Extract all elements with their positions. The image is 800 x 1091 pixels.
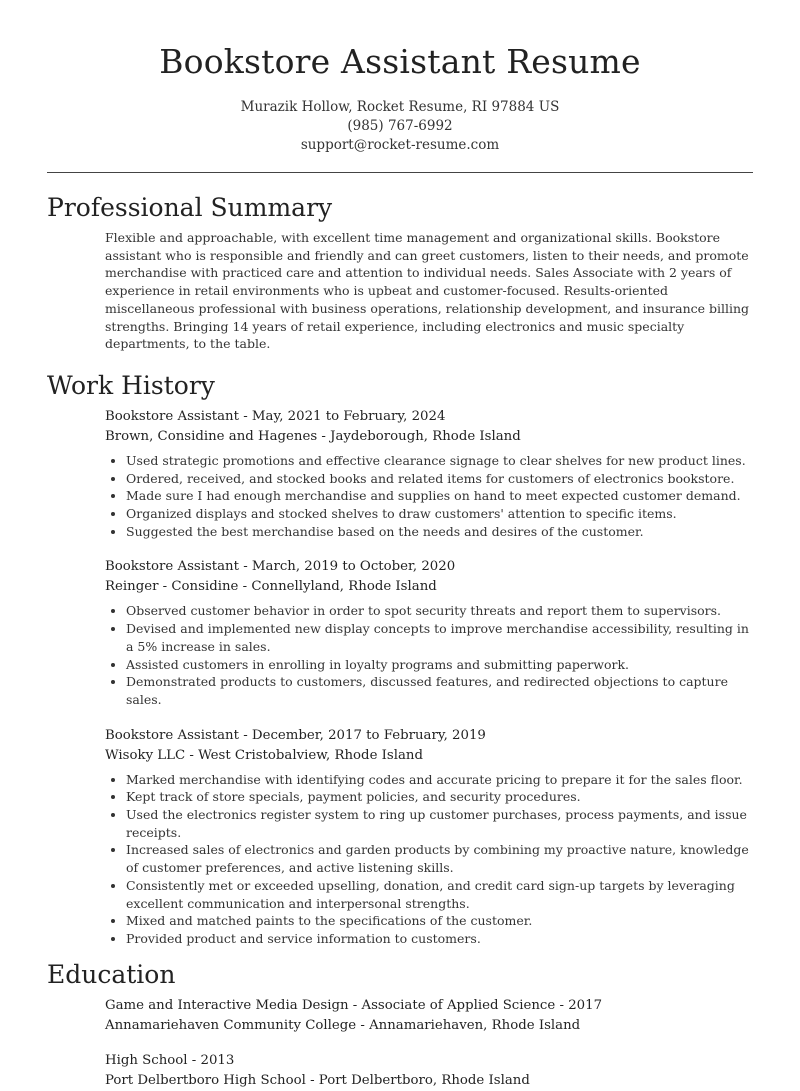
education-school: Port Delbertboro High School - Port Delbertboro, Rhode Island xyxy=(105,1072,530,1088)
contact-phone: (985) 767-6992 xyxy=(347,118,453,134)
education-degree: High School - 2013 xyxy=(105,1052,235,1068)
education-school: Annamariehaven Community College - Annamariehaven, Rhode Island xyxy=(105,1017,581,1033)
list-item: • Kept track of store specials, payment policies, and security procedures. xyxy=(126,788,753,806)
header-divider xyxy=(47,172,753,173)
list-item: • Demonstrated products to customers, discussed features, and redirected objections to capture sales. xyxy=(126,673,753,708)
job-entry xyxy=(105,407,753,541)
list-item: • Consistently met or exceeded upselling, donation, and credit card sign-up targets by leveraging excellent communication and interpersonal strengths. xyxy=(126,877,753,912)
education-entry xyxy=(105,996,753,1036)
list-item: • Assisted customers in enrolling in loyalty programs and submitting paperwork. xyxy=(126,656,753,674)
list-item: • Organized displays and stocked shelves to draw customers' attention to specific items. xyxy=(126,505,753,523)
job-role-dates: Bookstore Assistant - March, 2019 to October, 2020 xyxy=(105,559,456,575)
job-company-location: Wisoky LLC - West Cristobalview, Rhode Island xyxy=(105,747,423,763)
list-item: • Ordered, received, and stocked books and related items for customers of electronics bookstore. xyxy=(126,470,753,488)
list-item: • Made sure I had enough merchandise and supplies on hand to meet expected customer demand. xyxy=(126,487,753,505)
education-heading: Education xyxy=(47,959,176,989)
job-duties-list xyxy=(105,452,753,541)
job-entry xyxy=(105,557,753,708)
work-history-section xyxy=(0,369,800,948)
education-degree: Game and Interactive Media Design - Associate of Applied Science - 2017 xyxy=(105,997,603,1013)
work-history-heading: Work History xyxy=(47,370,215,400)
summary-text: Flexible and approachable, with excellent time management and organizational skills. Bookstore assistant who is responsible and friendly and can greet customers, listen to their needs, and promote merchandise with practiced care and attention to individual needs. Sales Associate with 2 years of experience in retail environments who is upbeat and customer-focused. Results-oriented miscellaneous professional with business operations, relationship development, and insurance billing strengths. Bringing 14 years of retail experience, including electronics and music specialty departments, to the table. xyxy=(105,230,750,352)
contact-email: support@rocket-resume.com xyxy=(300,137,500,153)
list-item: • Increased sales of electronics and garden products by combining my proactive nature, knowledge of customer preferences, and active listening skills. xyxy=(126,841,753,876)
summary-section xyxy=(0,191,800,353)
job-company-location: Reinger - Considine - Connellyland, Rhode Island xyxy=(105,579,437,595)
list-item: • Mixed and matched paints to the specifications of the customer. xyxy=(126,912,753,930)
list-item: • Devised and implemented new display concepts to improve merchandise accessibility, resulting in a 5% increase in sales. xyxy=(126,620,753,655)
list-item: • Marked merchandise with identifying codes and accurate pricing to prepare it for the sales floor. xyxy=(126,771,753,789)
job-role-dates: Bookstore Assistant - December, 2017 to February, 2019 xyxy=(105,727,486,743)
list-item: • Used strategic promotions and effective clearance signage to clear shelves for new product lines. xyxy=(126,452,753,470)
list-item: • Observed customer behavior in order to spot security threats and report them to supervisors. xyxy=(126,602,753,620)
list-item: • Suggested the best merchandise based on the needs and desires of the customer. xyxy=(126,523,753,541)
education-entry xyxy=(105,1051,753,1091)
resume-header xyxy=(0,0,800,155)
job-company-location: Brown, Considine and Hagenes - Jaydeborough, Rhode Island xyxy=(105,428,521,444)
job-role-dates: Bookstore Assistant - May, 2021 to February, 2024 xyxy=(105,408,446,424)
list-item: • Used the electronics register system to ring up customer purchases, process payments, and issue receipts. xyxy=(126,806,753,841)
summary-heading: Professional Summary xyxy=(47,193,333,222)
list-item: • Provided product and service information to customers. xyxy=(126,930,753,948)
job-duties-list xyxy=(105,771,753,948)
education-section xyxy=(0,958,800,1091)
resume-title: Bookstore Assistant Resume xyxy=(159,42,641,81)
job-duties-list xyxy=(105,602,753,708)
contact-address: Murazik Hollow, Rocket Resume, RI 97884 US xyxy=(240,99,560,115)
job-entry xyxy=(105,726,753,948)
